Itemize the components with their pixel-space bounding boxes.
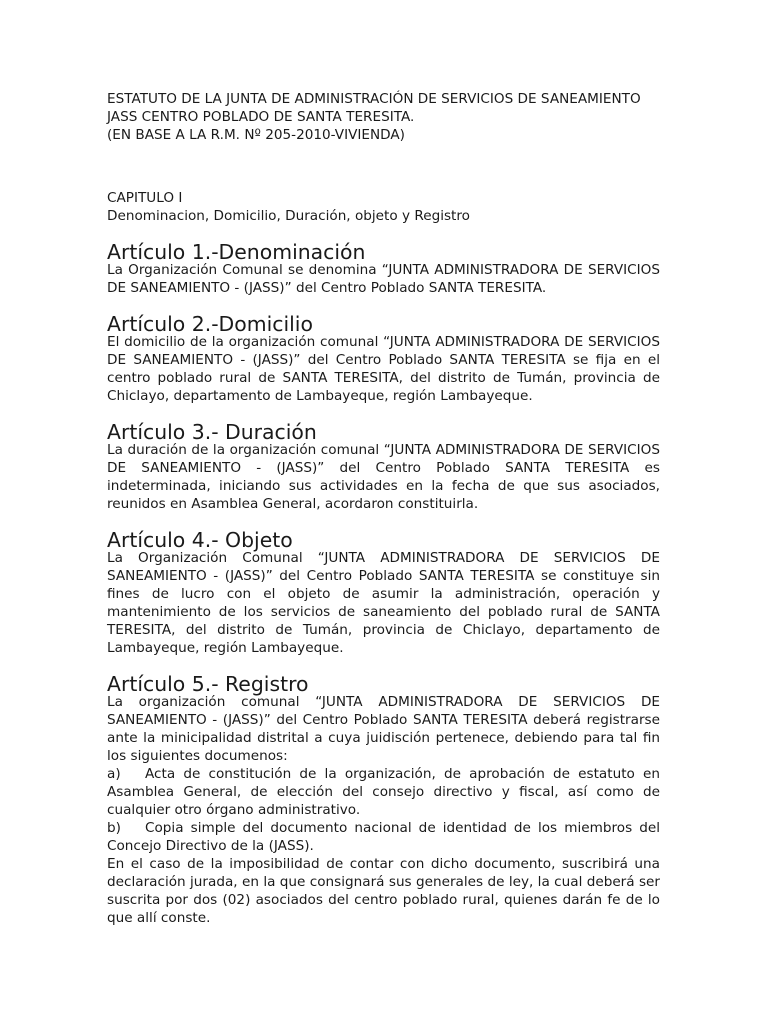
- chapter-number: CAPITULO I: [107, 190, 183, 206]
- article-text: La Organización Comunal se denomina “JUNTA ADMINISTRADORA DE SERVICIOS DE SANEAMIENTO - (JASS)” del Centro Poblado SANTA TERESITA.: [107, 262, 660, 296]
- document-title: [107, 90, 660, 144]
- article-text: La duración de la organización comunal “JUNTA ADMINISTRADORA DE SERVICIOS DE SANEAMIENTO - (JASS)” del Centro Poblado SANTA TERESITA es indeterminada, iniciando sus actividades en la fecha de que sus asociados, reunidos en Asamblea General, acordaron constituirla.: [107, 442, 660, 512]
- article-heading: Artículo 3.- Duración: [107, 420, 317, 444]
- article-text: La Organización Comunal “JUNTA ADMINISTRADORA DE SERVICIOS DE SANEAMIENTO - (JASS)” del Centro Poblado SANTA TERESITA se constituye sin fines de lucro con el objeto de asumir la administración, operación y mantenimiento de los servicios de saneamiento del poblado rural de SANTA TERESITA, del distrito de Tumán, provincia de Chiclayo, departamento de Lambayeque, región Lambayeque.: [107, 550, 660, 656]
- article-3: [107, 420, 660, 513]
- article-heading: Artículo 4.- Objeto: [107, 528, 293, 552]
- article-1: [107, 240, 660, 297]
- article-heading: Artículo 5.- Registro: [107, 672, 309, 696]
- list-item: [107, 819, 660, 855]
- article-5: [107, 672, 660, 927]
- chapter-heading: [107, 189, 660, 225]
- list-marker: a): [107, 766, 121, 782]
- article-heading: Artículo 2.-Domicilio: [107, 312, 313, 336]
- article-2: [107, 312, 660, 405]
- title-line: JASS CENTRO POBLADO DE SANTA TERESITA.: [107, 109, 415, 125]
- article-heading: Artículo 1.-Denominación: [107, 240, 366, 264]
- article-text: El domicilio de la organización comunal “JUNTA ADMINISTRADORA DE SERVICIOS DE SANEAMIENTO - (JASS)” del Centro Poblado SANTA TERESITA se fija en el centro poblado rural de SANTA TERESITA, del distrito de Tumán, provincia de Chiclayo, departamento de Lambayeque, región Lambayeque.: [107, 334, 660, 404]
- article-text: La organización comunal “JUNTA ADMINISTRADORA DE SERVICIOS DE SANEAMIENTO - (JASS)” del Centro Poblado SANTA TERESITA deberá registrarse ante la minicipalidad distrital a cuya juidisción pertenece, debiendo para tal fin los siguientes documenos:: [107, 694, 660, 764]
- list-item-text: Acta de constitución de la organización, de aprobación de estatuto en Asamblea General, de elección del consejo directivo y fiscal, así como de cualquier otro órgano administrativo.: [107, 766, 660, 818]
- list-marker: b): [107, 820, 121, 836]
- list-item-text: Copia simple del documento nacional de identidad de los miembros del Concejo Directivo de la (JASS).: [107, 820, 660, 854]
- chapter-subtitle: Denominacion, Domicilio, Duración, objeto y Registro: [107, 208, 470, 224]
- list-item: [107, 765, 660, 819]
- article-4: [107, 528, 660, 657]
- title-line: ESTATUTO DE LA JUNTA DE ADMINISTRACIÓN DE SERVICIOS DE SANEAMIENTO: [107, 91, 641, 107]
- title-line: (EN BASE A LA R.M. Nº 205-2010-VIVIENDA): [107, 127, 405, 143]
- article-closing-text: En el caso de la imposibilidad de contar con dicho documento, suscribirá una declaración jurada, en la que consignará sus generales de ley, la cual deberá ser suscrita por dos (02) asociados del centro poblado rural, quienes darán fe de lo que allí conste.: [107, 856, 660, 926]
